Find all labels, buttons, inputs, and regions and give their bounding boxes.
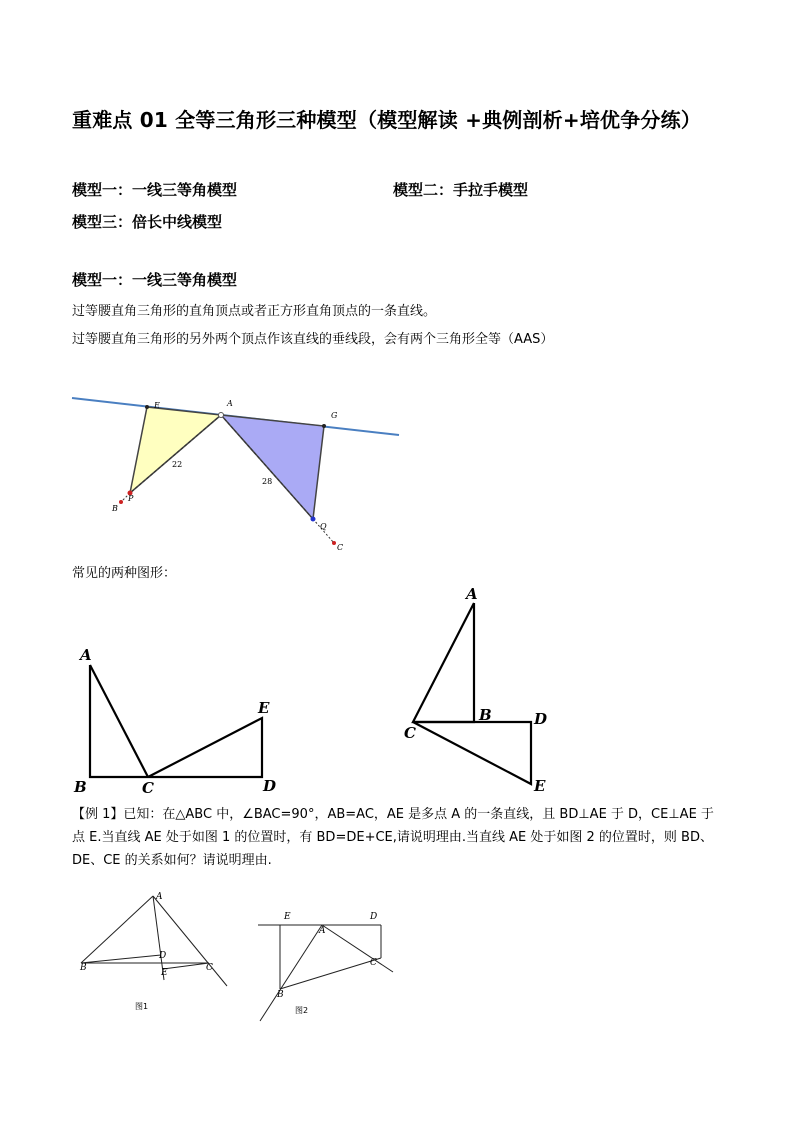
label-d: D	[263, 777, 277, 795]
label-b: B	[112, 504, 118, 513]
fig1-caption: 图1	[135, 1002, 149, 1011]
point-q	[311, 517, 316, 522]
left-triangle	[130, 407, 221, 493]
toc-model3: 模型三：倍长中线模型	[72, 213, 223, 231]
label-b: B	[80, 963, 87, 973]
point-b	[119, 500, 123, 504]
point-a	[219, 413, 224, 418]
label-b: B	[277, 990, 284, 1000]
label-e: E	[161, 968, 168, 978]
figure-right	[395, 583, 565, 798]
label-c: C	[206, 963, 213, 973]
label-c: C	[142, 779, 154, 797]
point-c	[332, 541, 336, 545]
figure-1	[70, 888, 240, 1018]
label-d: D	[370, 912, 378, 922]
figure-top	[0, 380, 420, 560]
label-c: C	[404, 724, 416, 742]
label-a: A	[319, 926, 326, 936]
page-title: 重难点 01 全等三角形三种模型（模型解读 +典例剖析+培优争分练）	[72, 108, 702, 132]
toc-model2: 模型二：手拉手模型	[393, 181, 529, 199]
label-e: E	[534, 777, 546, 795]
figure-left	[60, 635, 300, 800]
common-shapes-label: 常见的两种图形：	[72, 566, 177, 581]
label-a: A	[227, 399, 233, 408]
example1	[72, 803, 722, 872]
line-ab	[260, 925, 322, 1021]
triangle-cde	[413, 722, 531, 784]
label-a: A	[80, 646, 92, 664]
label-a: A	[156, 892, 163, 902]
label-d: D	[534, 710, 548, 728]
label-q: Q	[320, 522, 327, 531]
point-g	[322, 424, 326, 428]
length-left: 22	[172, 460, 183, 469]
label-c: C	[370, 958, 377, 968]
length-right: 28	[262, 477, 273, 486]
example1-text: 已知：在△ABC 中，∠BAC=90°，AB=AC，AE 是多点 A 的一条直线，且 BD⊥AE 于 D，CE⊥AE 于点 E.当直线 AE 处于如图 1 的位置时，有 BD=DE+CE,请说明理由.当直线 AE 处于如图 2 的位置时，则 BD、DE、CE 的关系如何？请说明理由.	[72, 807, 714, 868]
label-e: E	[258, 699, 270, 717]
label-b: B	[479, 706, 492, 724]
section1-line2: 过等腰直角三角形的另外两个顶点作该直线的垂线段，会有两个三角形全等（AAS）	[72, 332, 554, 347]
right-triangle	[221, 415, 324, 519]
label-p: P	[128, 494, 134, 503]
label-e: E	[284, 912, 291, 922]
segment-bd	[81, 955, 161, 963]
segment-bc	[280, 958, 381, 989]
example1-lead: 【例 1】	[72, 807, 124, 822]
section1-line1: 过等腰直角三角形的直角顶点或者正方形直角顶点的一条直线。	[72, 304, 437, 319]
section1-heading: 模型一：一线三等角模型	[72, 271, 238, 289]
label-b: B	[74, 778, 87, 796]
segment-ab	[81, 896, 153, 963]
figure-2	[250, 905, 400, 1025]
point-e	[145, 405, 149, 409]
label-d: D	[159, 951, 167, 961]
label-c: C	[337, 543, 344, 552]
right-triangle-cde	[148, 718, 262, 777]
toc-model1: 模型一：一线三等角模型	[72, 181, 238, 199]
label-g: G	[331, 411, 338, 420]
triangle-abc	[413, 603, 474, 722]
fig2-caption: 图2	[295, 1006, 309, 1015]
segment-ac	[90, 665, 148, 777]
label-e: E	[154, 401, 160, 410]
segment-ce	[163, 963, 209, 969]
label-a: A	[466, 585, 478, 603]
